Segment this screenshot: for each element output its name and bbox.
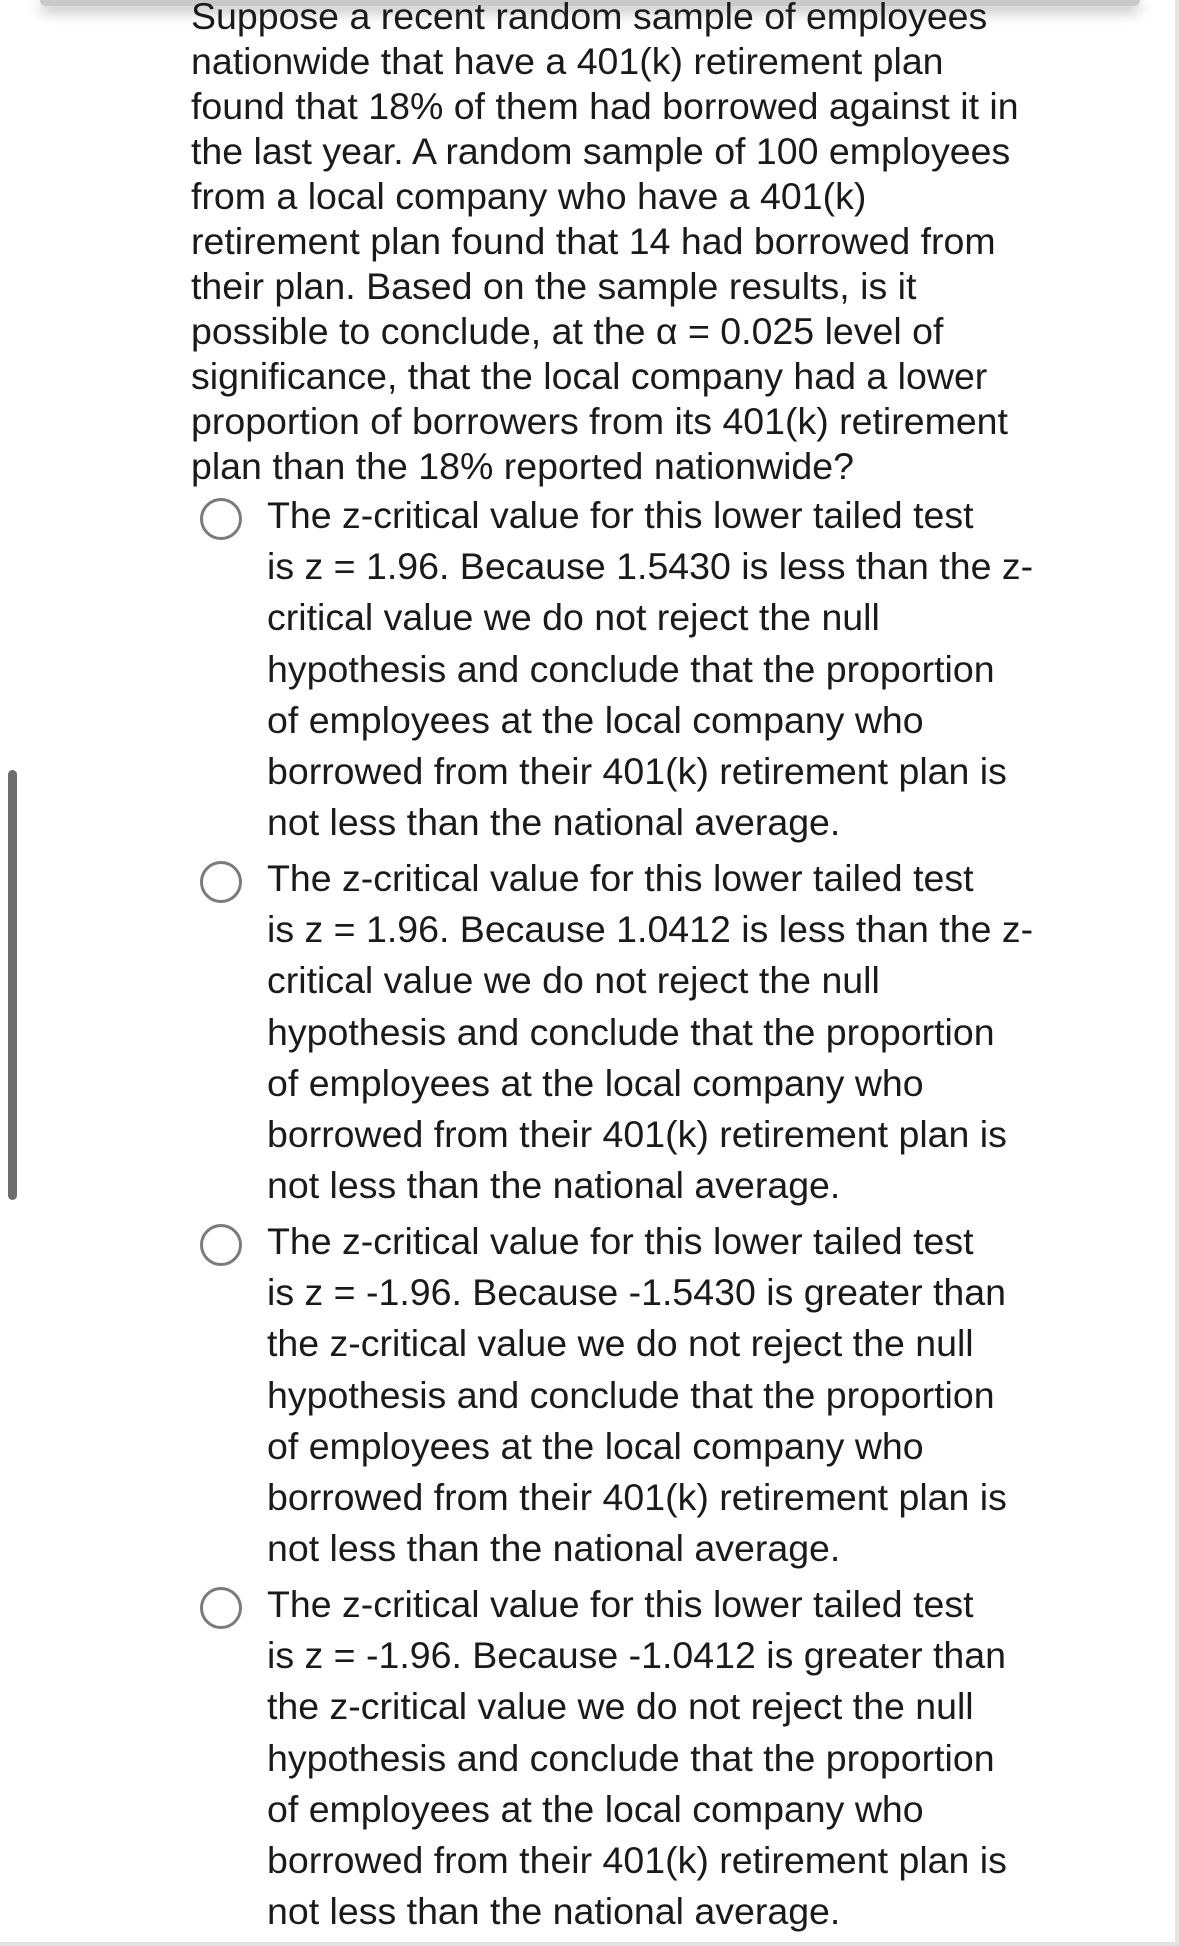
radio-button-3[interactable] — [200, 1224, 242, 1266]
option-line: The z-critical value for this lower tailed test — [267, 1583, 974, 1625]
question-line: nationwide that have a 401(k) retirement plan — [191, 40, 944, 82]
option-line: The z-critical value for this lower tailed test — [267, 857, 974, 899]
option-line: borrowed from their 401(k) retirement plan is — [267, 750, 1007, 793]
question-line: significance, that the local company had a lower — [191, 355, 988, 397]
question-line: the last year. A random sample of 100 employees — [191, 130, 1011, 172]
option-line: hypothesis and conclude that the proportion — [267, 1736, 995, 1779]
answer-option-2-text[interactable] — [267, 853, 1087, 1211]
option-line: is z = 1.96. Because 1.5430 is less than the z- — [267, 545, 1034, 588]
option-line: is z = -1.96. Because -1.5430 is greater than — [267, 1271, 1006, 1314]
option-line: is z = 1.96. Because 1.0412 is less than the z- — [267, 908, 1034, 951]
option-line: of employees at the local company who — [267, 1061, 924, 1104]
question-line: plan than the 18% reported nationwide? — [191, 445, 854, 487]
option-line: critical value we do not reject the null — [267, 596, 880, 639]
option-line: of employees at the local company who — [267, 1787, 924, 1830]
option-line: borrowed from their 401(k) retirement plan is — [267, 1476, 1007, 1519]
answer-option-3-text[interactable] — [267, 1216, 1087, 1574]
question-line: Suppose a recent random sample of employees — [191, 0, 988, 37]
option-line: not less than the national average. — [267, 1164, 841, 1207]
bottom-edge-divider — [0, 1942, 1179, 1946]
option-line: hypothesis and conclude that the proportion — [267, 1010, 995, 1053]
option-line: not less than the national average. — [267, 1890, 841, 1933]
radio-button-2[interactable] — [200, 861, 242, 903]
option-line: The z-critical value for this lower tailed test — [267, 494, 974, 536]
answer-option-4-text[interactable] — [267, 1579, 1087, 1937]
question-line: found that 18% of them had borrowed against it in — [191, 85, 1019, 127]
option-line: hypothesis and conclude that the proportion — [267, 1373, 995, 1416]
option-line: the z-critical value we do not reject the null — [267, 1685, 974, 1728]
option-line: borrowed from their 401(k) retirement plan is — [267, 1839, 1007, 1882]
question-text — [191, 0, 1091, 489]
option-line: of employees at the local company who — [267, 698, 924, 741]
answer-option-4[interactable] — [0, 1579, 1179, 1942]
option-line: borrowed from their 401(k) retirement plan is — [267, 1113, 1007, 1156]
question-line: proportion of borrowers from its 401(k) retirement — [191, 400, 1008, 442]
option-line: The z-critical value for this lower tailed test — [267, 1220, 974, 1262]
option-line: hypothesis and conclude that the proportion — [267, 647, 995, 690]
question-line: from a local company who have a 401(k) — [191, 175, 867, 217]
option-line: is z = -1.96. Because -1.0412 is greater than — [267, 1634, 1006, 1677]
question-line: possible to conclude, at the α = 0.025 level of — [191, 310, 944, 352]
answer-option-3[interactable] — [0, 1216, 1179, 1579]
option-line: of employees at the local company who — [267, 1424, 924, 1467]
answer-option-1[interactable] — [0, 490, 1179, 853]
option-line: the z-critical value we do not reject the null — [267, 1322, 974, 1365]
option-line: not less than the national average. — [267, 801, 841, 844]
option-line: not less than the national average. — [267, 1527, 841, 1570]
option-line: critical value we do not reject the null — [267, 959, 880, 1002]
radio-button-4[interactable] — [200, 1587, 242, 1629]
answer-option-1-text[interactable] — [267, 490, 1087, 848]
question-line: their plan. Based on the sample results, is it — [191, 265, 917, 307]
question-line: retirement plan found that 14 had borrowed from — [191, 220, 996, 262]
answer-options — [0, 490, 1179, 1942]
radio-button-1[interactable] — [200, 498, 242, 540]
answer-option-2[interactable] — [0, 853, 1179, 1216]
